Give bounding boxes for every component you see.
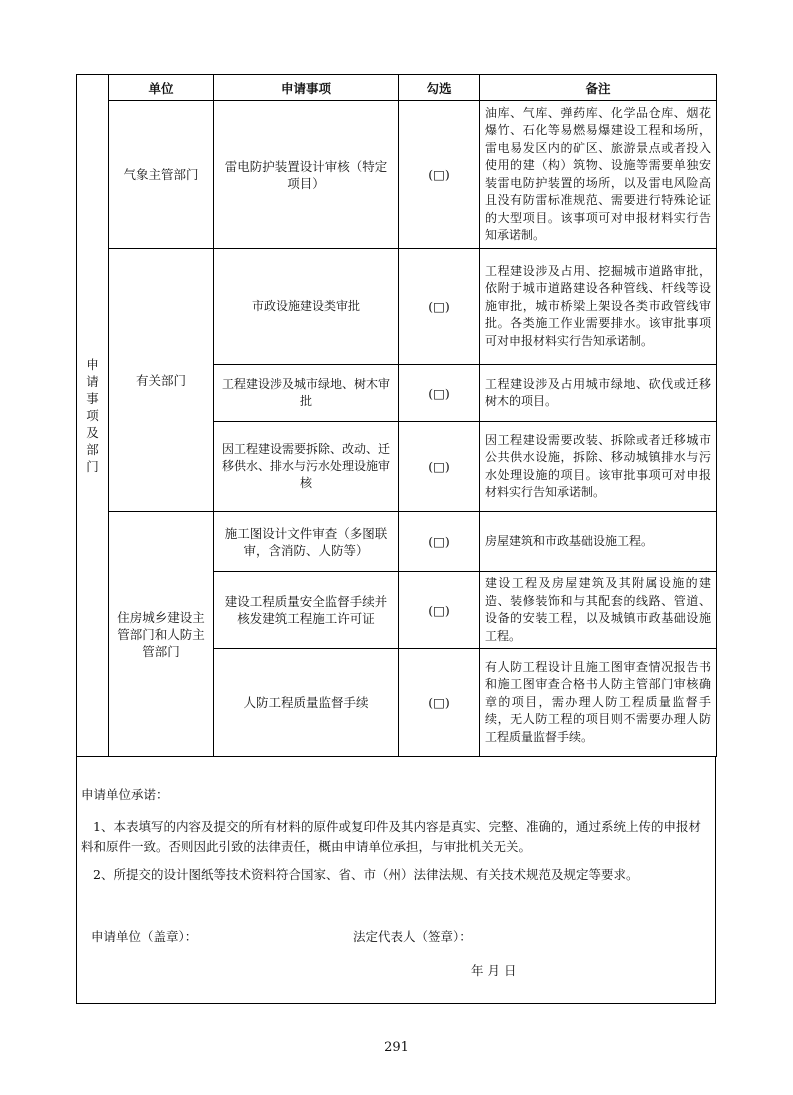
applicant-seal-label: 申请单位（盖章）： bbox=[91, 929, 198, 944]
item-cell: 因工程建设需要拆除、改动、迁移供水、排水与污水处理设施审核 bbox=[214, 422, 399, 512]
application-form bbox=[76, 74, 716, 1004]
table-row bbox=[77, 512, 717, 572]
check-box[interactable]: (□) bbox=[399, 101, 480, 249]
item-cell: 人防工程质量监督手续 bbox=[214, 649, 399, 757]
check-box[interactable]: (□) bbox=[399, 249, 480, 365]
legal-rep-signature-label: 法定代表人（签章）： bbox=[353, 929, 472, 944]
item-cell: 工程建设涉及城市绿地、树木审批 bbox=[214, 365, 399, 422]
table-row bbox=[77, 249, 717, 365]
header-unit: 单位 bbox=[109, 75, 214, 101]
date-label: 年 月 日 bbox=[471, 963, 517, 978]
unit-cell: 住房城乡建设主管部门和人防主管部门 bbox=[109, 512, 214, 757]
items-table bbox=[76, 74, 717, 757]
page-number: 291 bbox=[384, 1040, 409, 1055]
header-check: 勾选 bbox=[399, 75, 480, 101]
note-cell: 房屋建筑和市政基础设施工程。 bbox=[480, 512, 717, 572]
item-cell: 建设工程质量安全监督手续并核发建筑工程施工许可证 bbox=[214, 572, 399, 649]
pledge-paragraph-1: 1、本表填写的内容及提交的所有材料的原件或复印件及其内容是真实、完整、准确的，通过系统上传的申报材料和原件一致。否则因此引致的法律责任，概由申请单位承担，与审批机关无关。 bbox=[81, 819, 701, 854]
check-box[interactable]: (□) bbox=[399, 649, 480, 757]
side-label: 申请事项及部门 bbox=[86, 357, 99, 474]
item-cell: 市政设施建设类审批 bbox=[214, 249, 399, 365]
header-row bbox=[77, 75, 717, 101]
check-box[interactable]: (□) bbox=[399, 422, 480, 512]
unit-cell: 有关部门 bbox=[109, 249, 214, 512]
check-box[interactable]: (□) bbox=[399, 572, 480, 649]
header-item: 申请事项 bbox=[214, 75, 399, 101]
note-cell: 建设工程及房屋建筑及其附属设施的建造、装修装饰和与其配套的线路、管道、设备的安装工程，以及城镇市政基础设施工程。 bbox=[480, 572, 717, 649]
check-box[interactable]: (□) bbox=[399, 365, 480, 422]
pledge-paragraph-2: 2、所提交的设计图纸等技术资料符合国家、省、市（州）法律法规、有关技术规范及规定等要求。 bbox=[93, 867, 639, 882]
note-cell: 油库、气库、弹药库、化学品仓库、烟花爆竹、石化等易燃易爆建设工程和场所，雷电易发区内的矿区、旅游景点或者投入使用的建（构）筑物、设施等需要单独安装雷电防护装置的场所，以及雷电风险高且没有防雷标准规范、需要进行特殊论证的大型项目。该事项可对申报材料实行告知承诺制。 bbox=[480, 101, 717, 249]
note-cell: 工程建设涉及占用城市绿地、砍伐或迁移树木的项目。 bbox=[480, 365, 717, 422]
header-note: 备注 bbox=[480, 75, 717, 101]
item-cell: 施工图设计文件审查（多图联审，含消防、人防等） bbox=[214, 512, 399, 572]
note-cell: 工程建设涉及占用、挖掘城市道路审批，依附于城市道路建设各种管线、杆线等设施审批，城市桥梁上架设各类市政管线审批。各类施工作业需要排水。该审批事项可对申报材料实行告知承诺制。 bbox=[480, 249, 717, 365]
item-cell: 雷电防护装置设计审核（特定项目） bbox=[214, 101, 399, 249]
note-cell: 因工程建设需要改装、拆除或者迁移城市公共供水设施，拆除、移动城镇排水与污水处理设施的项目。该审批事项可对申报材料实行告知承诺制。 bbox=[480, 422, 717, 512]
side-label-cell bbox=[77, 75, 109, 757]
note-cell: 有人防工程设计且施工图审查情况报告书和施工图审查合格书人防主管部门审核确章的项目，需办理人防工程质量监督手续，无人防工程的项目则不需要办理人防工程质量监督手续。 bbox=[480, 649, 717, 757]
pledge-section bbox=[76, 757, 716, 1004]
unit-cell: 气象主管部门 bbox=[109, 101, 214, 249]
pledge-title: 申请单位承诺： bbox=[81, 787, 169, 802]
check-box[interactable]: (□) bbox=[399, 512, 480, 572]
table-row bbox=[77, 101, 717, 249]
